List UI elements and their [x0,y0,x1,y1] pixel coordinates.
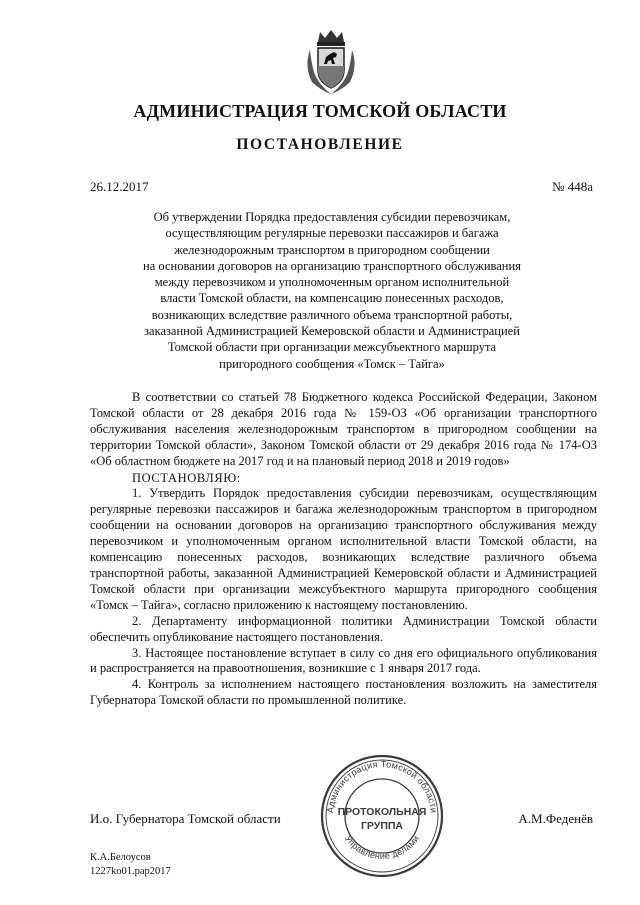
subject-line: осуществляющим регулярные перевозки пассажиров и багажа [165,226,499,241]
subject-line: Об утверждении Порядка предоставления субсидии перевозчикам, [153,210,511,224]
subject-line: между перевозчиком и уполномоченным органом исполнительной [154,275,510,290]
signatory-name: А.М.Феденёв [518,811,593,826]
signatory-position: И.о. Губернатора Томской области [90,811,281,826]
resolution-item: 3. Настоящее постановление вступает в силу со дня его официального опубликования и распространяется на правоотношения, возникшие с 1 января 2017 года. [90,645,597,676]
subject-line: власти Томской области, на компенсацию понесенных расходов, [160,291,504,306]
executor-name: К.А.Белоусов [90,852,151,863]
organization-title: АДМИНИСТРАЦИЯ ТОМСКОЙ ОБЛАСТИ [133,101,507,121]
resolve-heading: ПОСТАНОВЛЯЮ: [132,470,241,485]
svg-text:Управление делами [343,833,421,860]
resolution-item: 2. Департаменту информационной политики Администрации Томской области обеспечить опубликование настоящего постановления. [90,613,597,644]
subject-line: пригородного сообщения «Томск – Тайга» [219,356,445,371]
document-subject [120,209,544,372]
stamp-ring-top: Администрация Томской области [325,758,439,814]
subject-line: заказанной Администрацией Кемеровской области и Администрацией [144,324,520,339]
document-body [90,390,597,709]
document-date: 26.12.2017 [90,179,149,194]
document-type: ПОСТАНОВЛЕНИЕ [236,136,404,153]
preamble-paragraph: В соответствии со статьей 78 Бюджетного кодекса Российской Федерации, Законом Томской области от 28 декабря 2016 года № 159-ОЗ «Об организации транспортного обслуживания населения железнодорожным транспортом в пригородном сообщении на территории Томской области», Законом Томской области от 29 декабря 2016 года № 174-ОЗ «Об областном бюджете на 2017 год и на плановый период 2018 и 2019 годов» [90,390,597,468]
document-number: № 448а [552,179,593,194]
subject-line: Томской области при организации межсубъектного маршрута [167,340,497,355]
stamp-center-line1: ПРОТОКОЛЬНАЯ [337,806,427,818]
executor-code: 1227ko01.pap2017 [90,866,171,877]
tomsk-coat-of-arms-icon [302,28,360,96]
executor-info [90,851,171,879]
protocol-stamp [318,752,446,880]
subject-line: на основании договоров на организацию транспортного обслуживания [143,258,521,273]
subject-line: железнодорожным транспортом в пригородном сообщении [174,242,490,257]
resolution-item: 4. Контроль за исполнением настоящего постановления возложить на заместителя Губернатора Томской области по промышленной политике. [90,677,597,708]
resolution-item: 1. Утвердить Порядок предоставления субсидии перевозчикам, осуществляющим регулярные перевозки пассажиров и багажа железнодорожным транспортом в пригородном сообщении на основании договоров на организацию транспортного обслуживания между перевозчиком и уполномоченным органом исполнительной власти Томской области, на компенсацию понесенных расходов, возникающих вследствие различного объема транспортной работы, заказанной Администрацией Кемеровской области и Администрацией Томской области при организации межсубъектного маршрута пригородного сообщения «Томск – Тайга», согласно приложению к настоящему постановлению. [90,486,597,612]
stamp-ring-bottom: Управление делами [342,833,422,861]
stamp-center-line2: ГРУППА [360,820,404,832]
subject-line: возникающих вследствие различного объема транспортной работы, [151,307,513,322]
